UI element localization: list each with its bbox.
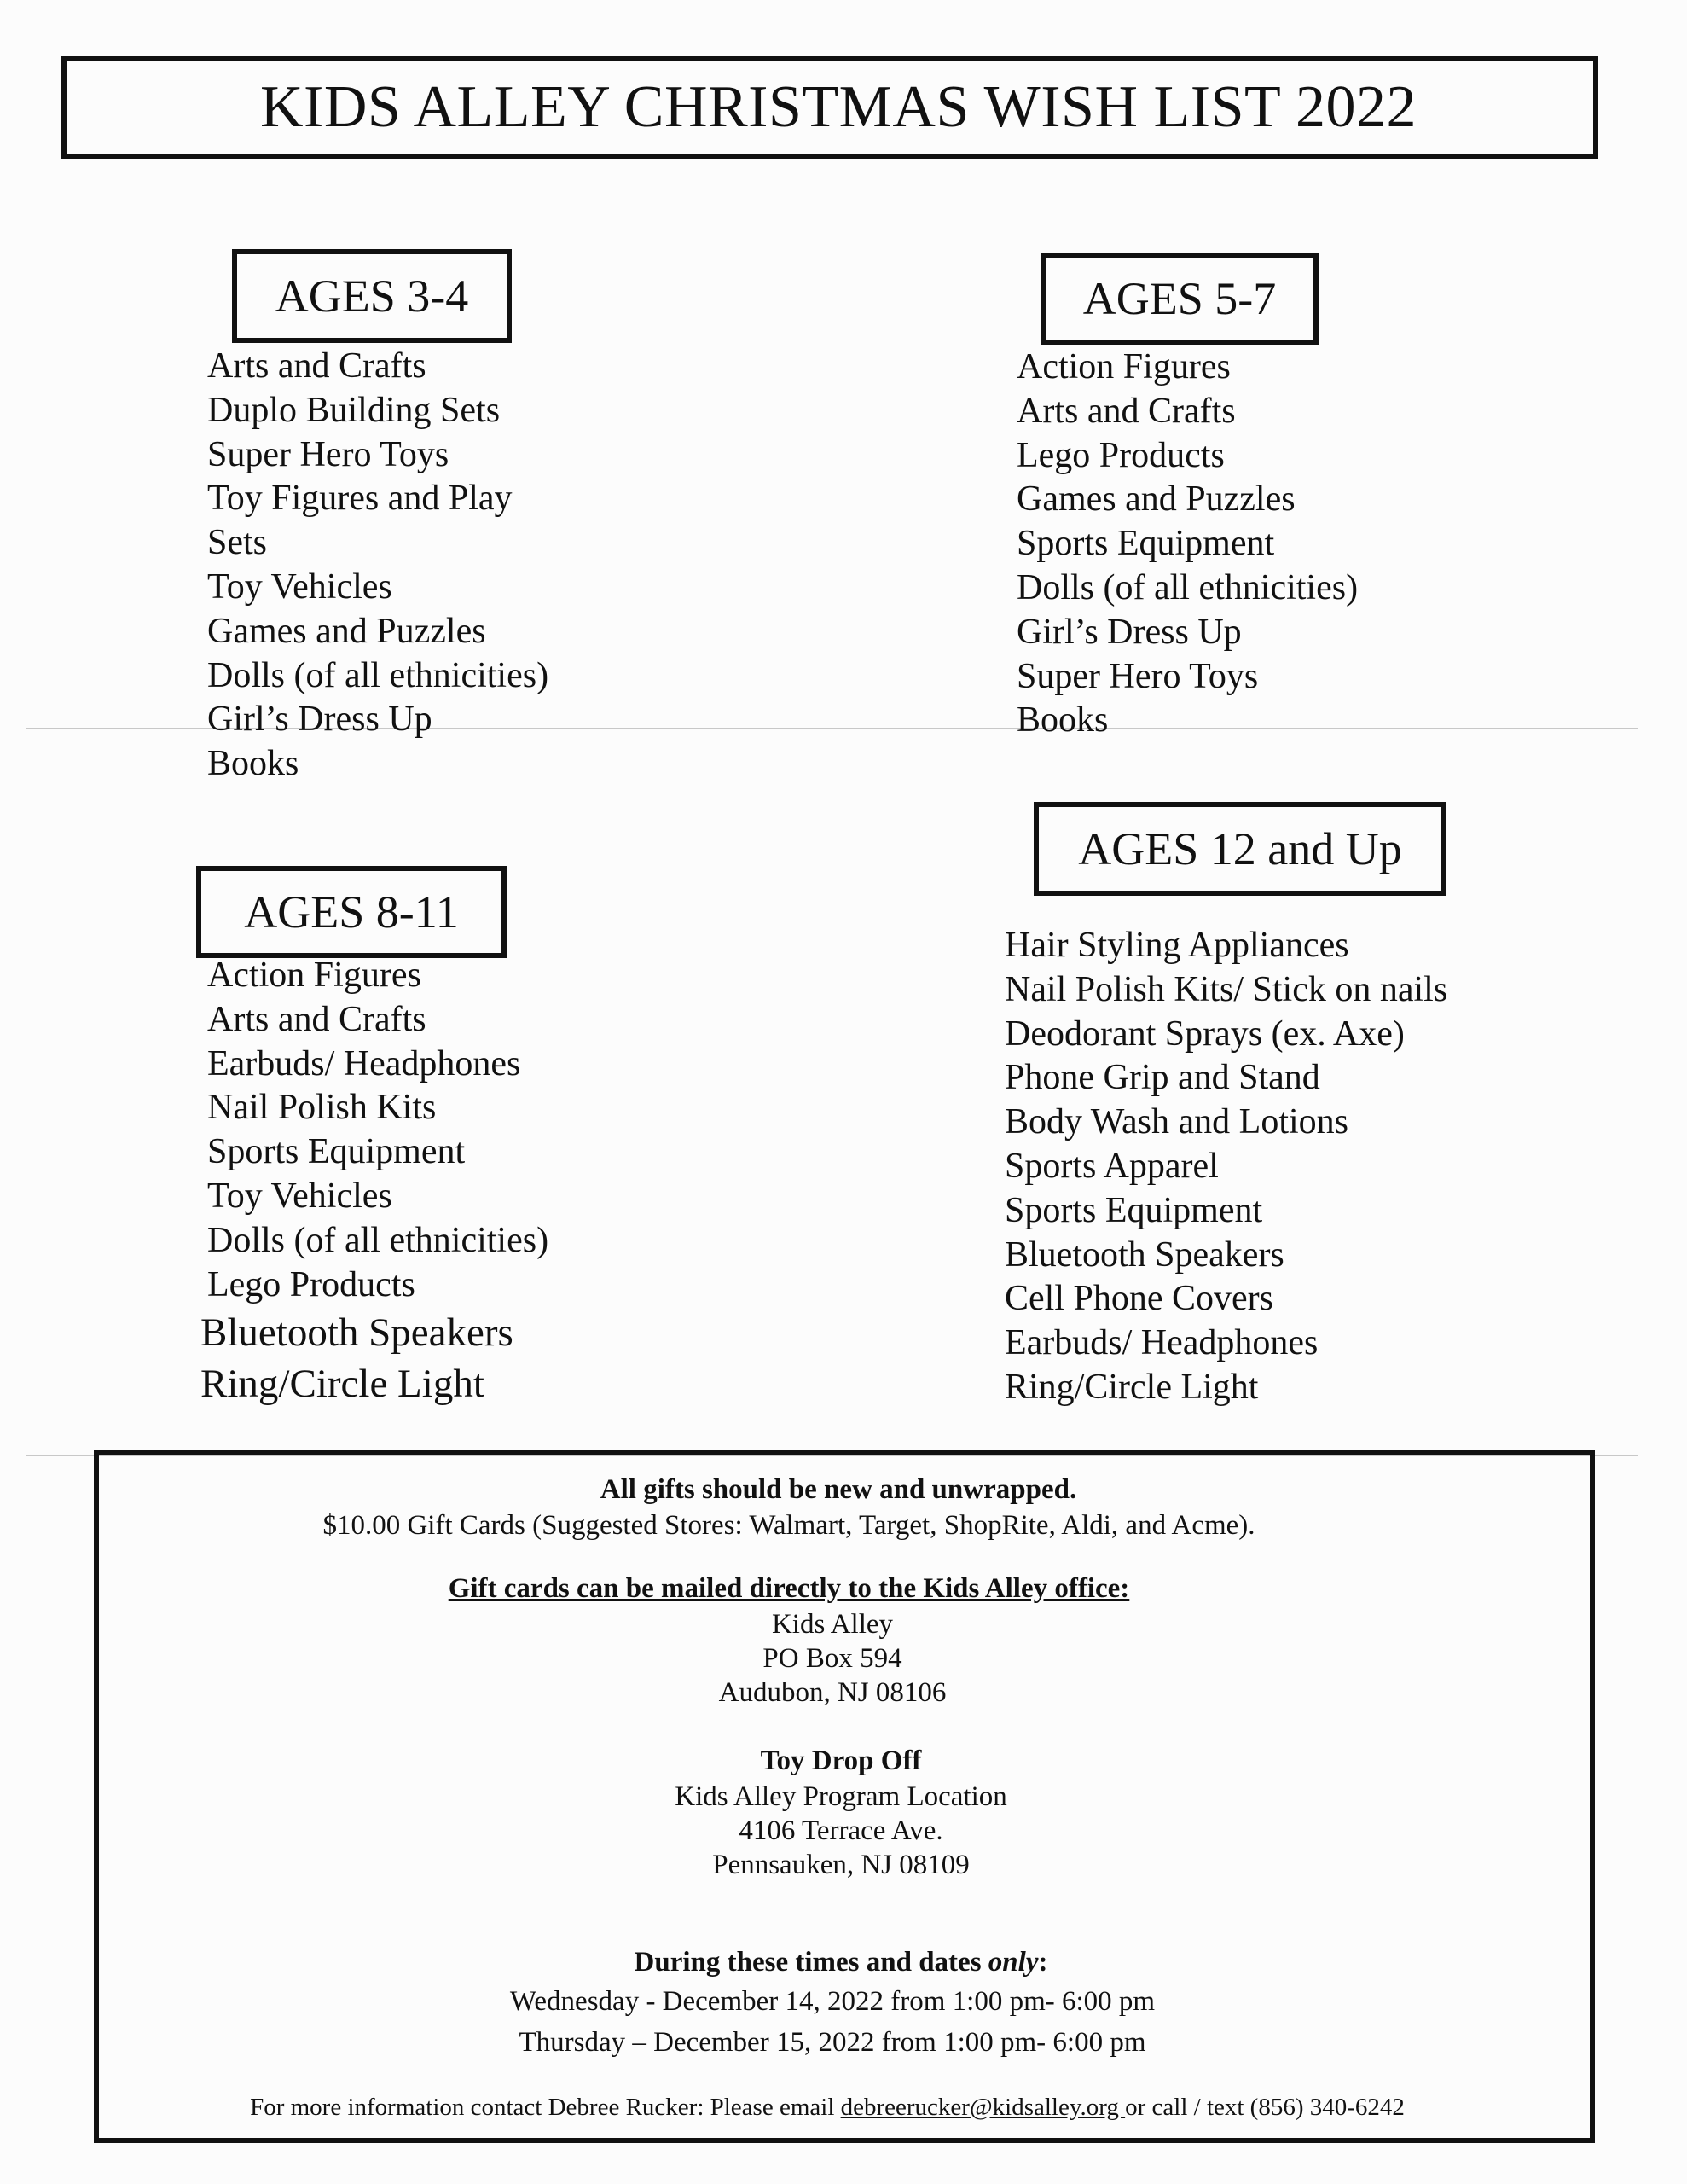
mail-address-line: Audubon, NJ 08106 <box>718 1677 947 1708</box>
list-item: Earbuds/ Headphones <box>207 1043 521 1083</box>
mail-address-line: PO Box 594 <box>762 1643 902 1674</box>
gift-cards-note: $10.00 Gift Cards (Suggested Stores: Walmart, Target, ShopRite, Aldi, and Acme). <box>322 1510 1255 1541</box>
wish-list-ages-3-4 <box>207 345 548 787</box>
list-item: Dolls (of all ethnicities) <box>207 1220 549 1260</box>
dropoff-address-line: 4106 Terrace Ave. <box>739 1815 943 1846</box>
list-item: Dolls (of all ethnicities) <box>207 655 549 695</box>
age-heading-12-and-up: AGES 12 and Up <box>1034 802 1446 896</box>
mail-heading <box>99 1573 1590 1605</box>
age-heading-8-11: AGES 8-11 <box>196 866 507 958</box>
age-heading-5-7: AGES 5-7 <box>1041 253 1319 345</box>
mail-address-line: Kids Alley <box>771 1609 894 1640</box>
dropoff-address-line: Pennsauken, NJ 08109 <box>712 1850 970 1880</box>
list-item: Nail Polish Kits <box>207 1088 437 1128</box>
title-box <box>61 56 1598 159</box>
times-heading-colon: : <box>1038 1947 1048 1978</box>
page-title: KIDS ALLEY CHRISTMAS WISH LIST 2022 <box>259 74 1417 140</box>
times-heading-emphasis: only <box>988 1947 1039 1978</box>
list-item: Lego Products <box>1017 435 1225 475</box>
contact-text: For more information contact Debree Rucker: Please email <box>250 2094 841 2121</box>
gifts-note: All gifts should be new and unwrapped. <box>600 1474 1077 1505</box>
list-item: Dolls (of all ethnicities) <box>1017 567 1359 607</box>
list-item: Games and Puzzles <box>1017 479 1296 520</box>
donation-info-box <box>94 1450 1595 2143</box>
list-item: Bluetooth Speakers <box>1005 1234 1284 1275</box>
list-item: Deodorant Sprays (ex. Axe) <box>1005 1014 1405 1054</box>
list-item: Nail Polish Kits/ Stick on nails <box>1005 969 1448 1009</box>
list-item: Ring/Circle Light <box>1005 1367 1259 1407</box>
list-item: Earbuds/ Headphones <box>1005 1323 1319 1363</box>
contact-line <box>99 2094 1590 2122</box>
list-item: Action Figures <box>1017 347 1231 386</box>
list-item: Girl’s Dress Up <box>1017 612 1242 652</box>
contact-phone: or call / text (856) 340-6242 <box>1125 2094 1405 2121</box>
list-item: Toy Vehicles <box>207 1176 392 1216</box>
list-item: Games and Puzzles <box>207 611 486 651</box>
list-item: Body Wash and Lotions <box>1005 1102 1348 1142</box>
list-item: Super Hero Toys <box>1017 656 1259 696</box>
list-item: Toy Figures and Play <box>207 479 513 519</box>
wish-list-ages-5-7 <box>1017 346 1358 743</box>
list-item: Super Hero Toys <box>207 434 449 474</box>
list-item: Bluetooth Speakers <box>200 1310 513 1356</box>
wish-list-ages-12-up <box>1005 924 1447 1410</box>
list-item: Arts and Crafts <box>207 999 426 1039</box>
times-heading <box>99 1947 1590 1978</box>
times-heading-text: During these times and dates <box>634 1947 988 1978</box>
list-item: Cell Phone Covers <box>1005 1279 1273 1319</box>
dropoff-date: Wednesday - December 14, 2022 from 1:00 pm- 6:00 pm <box>509 1986 1156 2017</box>
dropoff-date: Thursday – December 15, 2022 from 1:00 pm- 6:00 pm <box>519 2027 1146 2058</box>
age-heading-3-4: AGES 3-4 <box>232 249 512 343</box>
list-item: Girl’s Dress Up <box>207 700 432 740</box>
list-item: Hair Styling Appliances <box>1005 926 1349 965</box>
list-item: Toy Vehicles <box>207 566 392 607</box>
mail-heading-text: Gift cards can be mailed directly to the Kids Alley office: <box>448 1573 1130 1604</box>
list-item: Books <box>1017 700 1109 741</box>
list-item: Ring/Circle Light <box>200 1362 484 1407</box>
wish-list-ages-8-11 <box>200 954 549 1409</box>
list-item: Sports Apparel <box>1005 1146 1219 1186</box>
dropoff-heading: Toy Drop Off <box>760 1745 922 1776</box>
list-item: Books <box>207 744 299 784</box>
dropoff-address-line: Kids Alley Program Location <box>675 1781 1007 1812</box>
list-item: Arts and Crafts <box>207 346 426 386</box>
list-item: Sports Equipment <box>1005 1190 1263 1230</box>
list-item: Arts and Crafts <box>1017 391 1236 431</box>
list-item: Lego Products <box>207 1264 415 1304</box>
list-item: Action Figures <box>207 956 421 995</box>
list-item: Duplo Building Sets <box>207 390 501 430</box>
list-item: Sports Equipment <box>1017 524 1275 564</box>
list-item: Sets <box>207 523 268 563</box>
contact-email-link[interactable]: debreerucker@kidsalley.org <box>840 2094 1126 2121</box>
list-item: Phone Grip and Stand <box>1005 1058 1320 1098</box>
list-item: Sports Equipment <box>207 1132 466 1172</box>
